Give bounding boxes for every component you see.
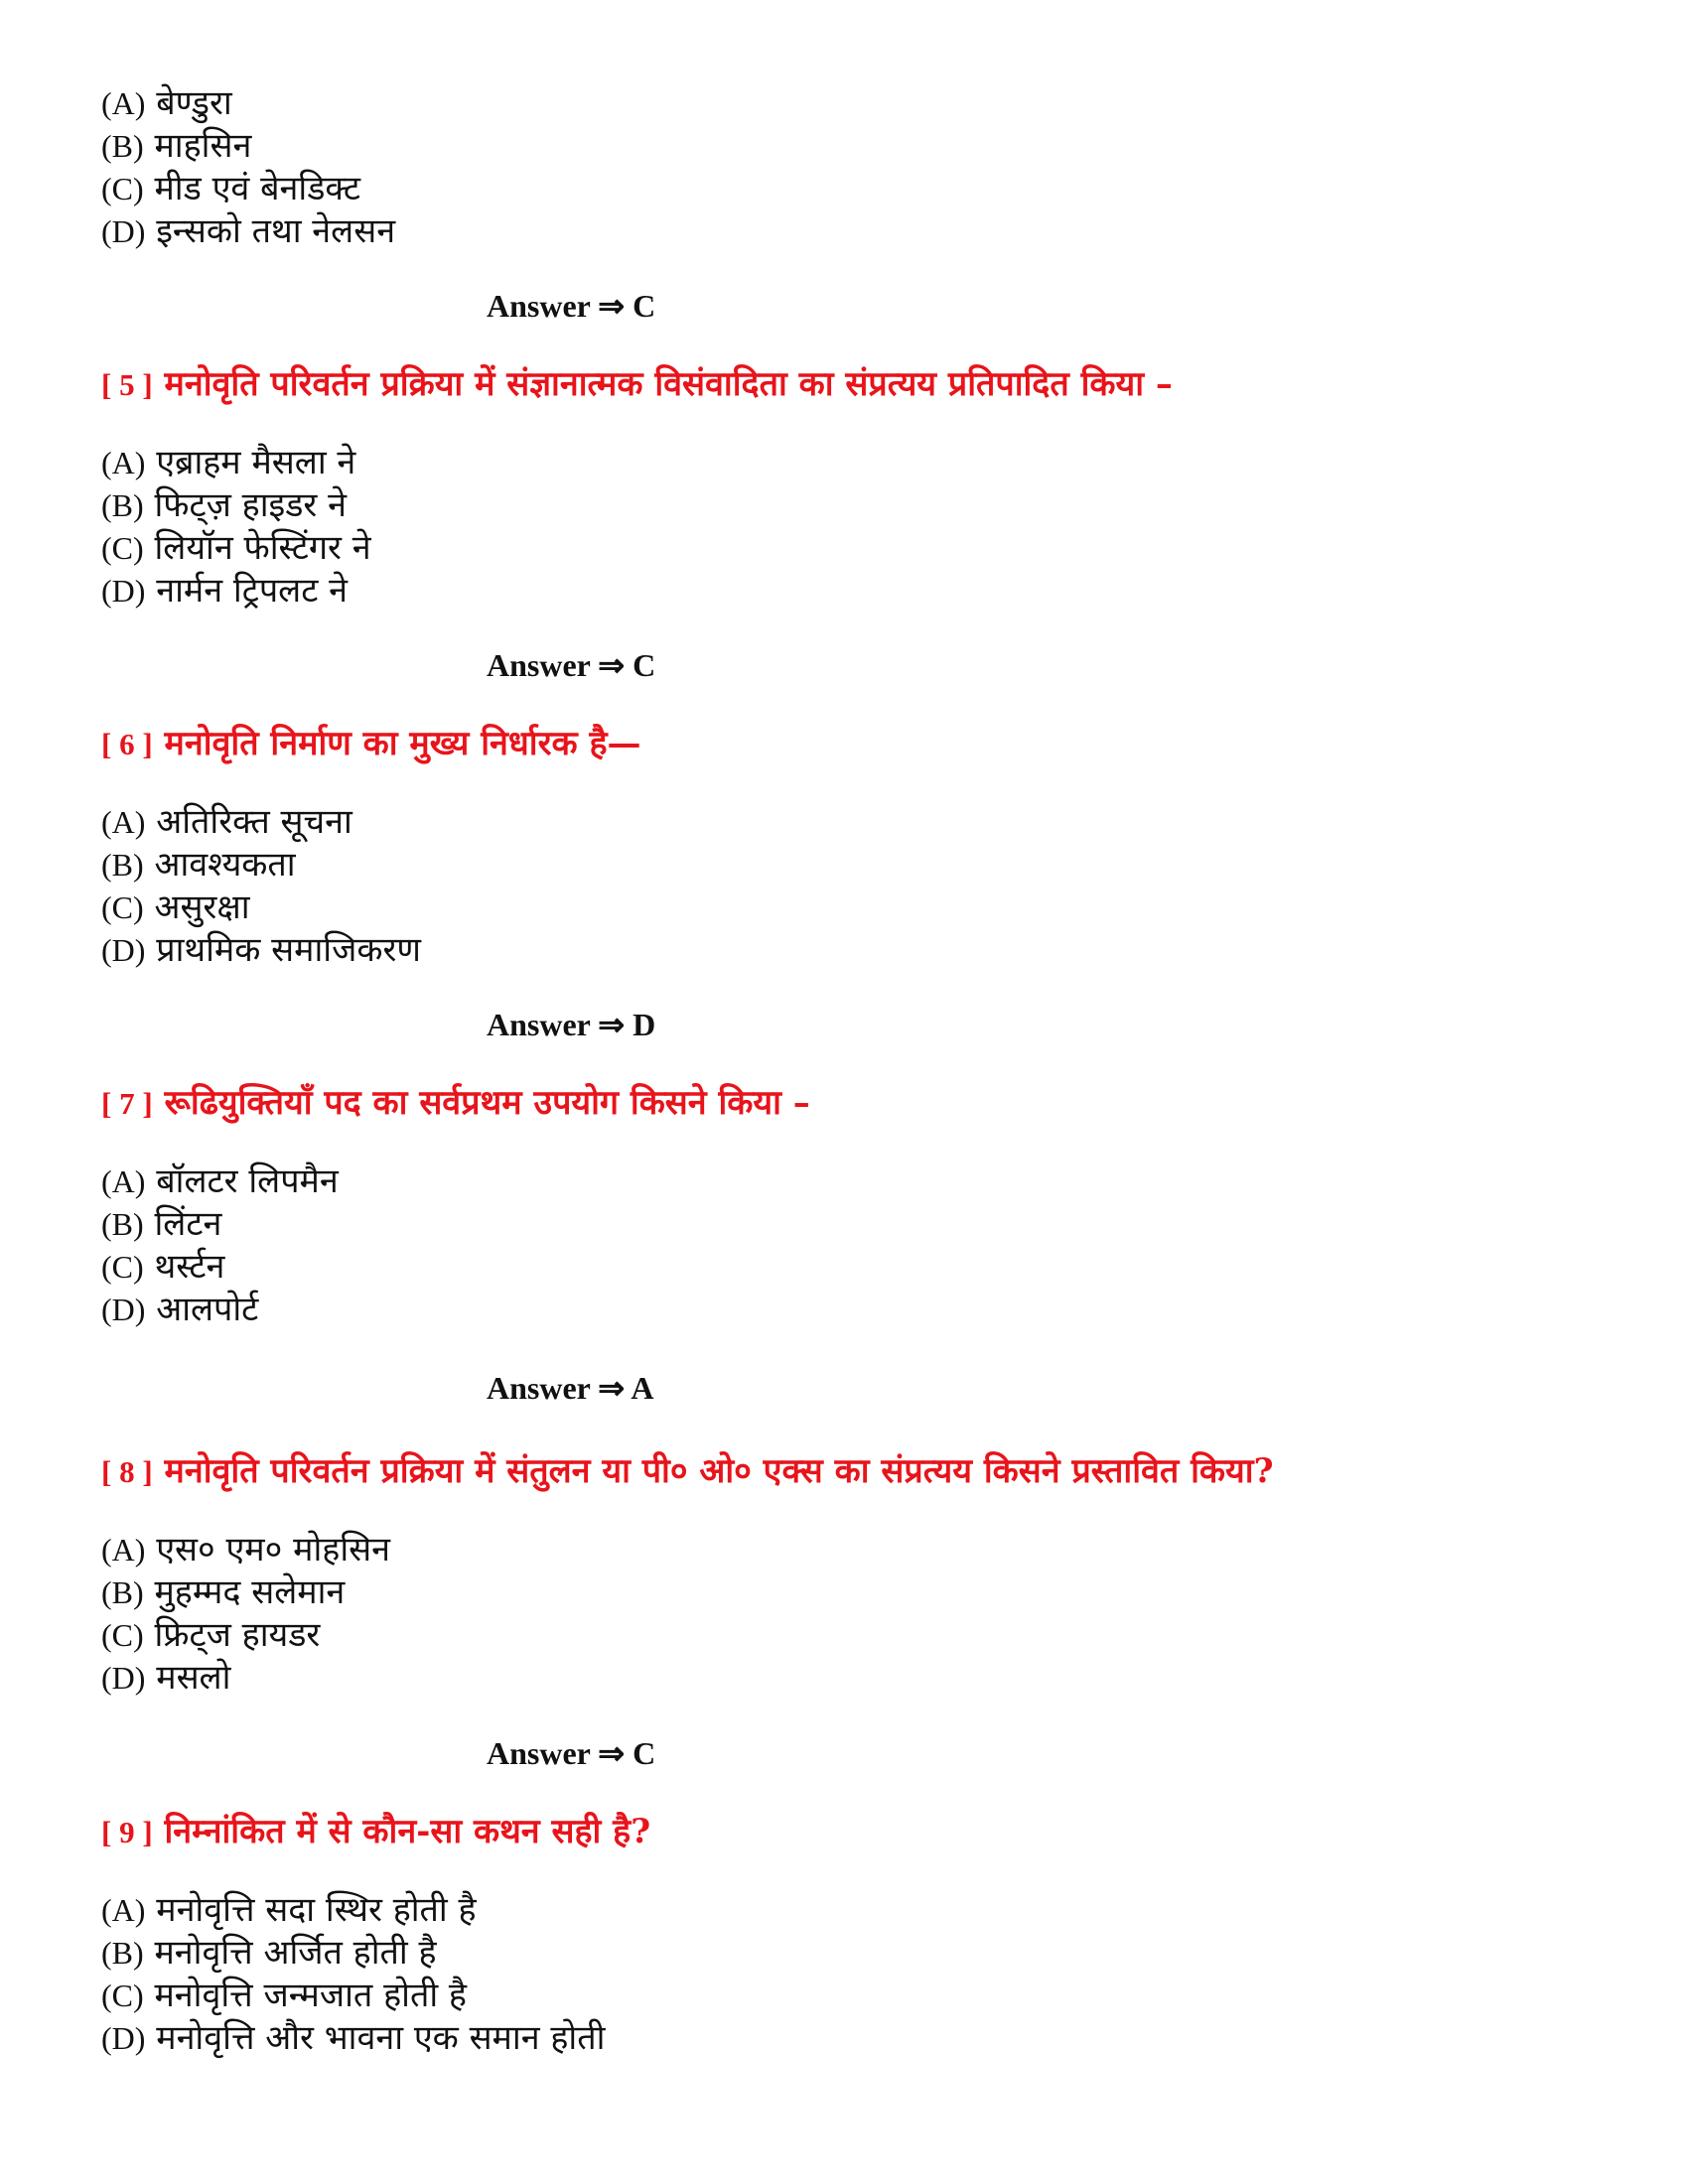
- option-key: (D): [101, 1660, 146, 1696]
- option-d: [101, 209, 395, 253]
- option-text: मीड एवं बेनडिक्ट: [154, 169, 361, 208]
- option-key: (A): [101, 1163, 146, 1199]
- option-text: आलपोर्ट: [156, 1290, 259, 1329]
- option-a: [101, 1528, 390, 1571]
- option-key: (B): [101, 487, 144, 523]
- option-key: (D): [101, 2020, 146, 2056]
- option-text: लिंटन: [154, 1204, 222, 1244]
- question-text: मनोवृति परिवर्तन प्रक्रिया में संज्ञानात्मक विसंवादिता का संप्रत्यय प्रतिपादित किया –: [164, 364, 1173, 404]
- question-heading: [101, 361, 1173, 408]
- option-b: [101, 124, 251, 168]
- option-a: [101, 441, 355, 484]
- option-text: लियॉन फेस्टिंगर ने: [154, 528, 371, 568]
- option-b: [101, 1931, 437, 1975]
- option-key: (D): [101, 213, 146, 249]
- option-key: (A): [101, 85, 146, 121]
- answer-line: Answer ⇒ A: [487, 1370, 654, 1406]
- option-key: (B): [101, 128, 144, 164]
- option-a: [101, 1160, 339, 1203]
- option-key: (D): [101, 1292, 146, 1327]
- question-heading: [101, 721, 641, 767]
- option-d: [101, 928, 421, 972]
- question-heading: [101, 1448, 1274, 1495]
- option-text: प्राथमिक समाजिकरण: [156, 930, 421, 970]
- question-number: [ 7 ]: [101, 1086, 153, 1121]
- question-text: निम्नांकित में से कौन-सा कथन सही है?: [164, 1812, 651, 1851]
- question-heading: [101, 1080, 810, 1127]
- option-key: (B): [101, 1206, 144, 1242]
- option-a: [101, 800, 352, 844]
- option-b: [101, 1202, 221, 1246]
- option-text: बेण्डुरा: [156, 83, 232, 123]
- option-text: माहसिन: [154, 126, 252, 166]
- question-number: [ 6 ]: [101, 727, 153, 761]
- option-key: (C): [101, 1978, 144, 2013]
- option-key: (C): [101, 1249, 144, 1285]
- option-text: मनोवृत्ति जन्मजात होती है: [154, 1976, 467, 2015]
- answer-line: Answer ⇒ D: [487, 1007, 656, 1042]
- option-key: (D): [101, 932, 146, 968]
- option-key: (A): [101, 445, 146, 480]
- option-d: [101, 569, 348, 613]
- option-key: (B): [101, 847, 144, 883]
- option-text: थर्स्टन: [154, 1247, 225, 1287]
- option-text: मनोवृत्ति अर्जित होती है: [154, 1933, 437, 1973]
- option-c: [101, 526, 371, 570]
- option-text: मनोवृत्ति और भावना एक समान होती: [156, 2018, 606, 2058]
- answer-line: Answer ⇒ C: [487, 288, 656, 324]
- option-text: बॉलटर लिपमैन: [156, 1161, 339, 1201]
- option-key: (C): [101, 171, 144, 206]
- option-text: फ्रिट्ज हायडर: [154, 1615, 321, 1655]
- option-text: मसलो: [156, 1658, 231, 1698]
- option-key: (C): [101, 530, 144, 566]
- option-c: [101, 1245, 224, 1289]
- question-number: [ 8 ]: [101, 1454, 153, 1489]
- answer-line: Answer ⇒ C: [487, 647, 656, 683]
- option-text: असुरक्षा: [154, 887, 250, 927]
- option-d: [101, 1288, 258, 1331]
- option-key: (A): [101, 1532, 146, 1568]
- option-c: [101, 1974, 467, 2017]
- option-text: एब्राहम मैसला ने: [156, 443, 356, 482]
- question-number: [ 5 ]: [101, 367, 153, 402]
- option-text: अतिरिक्त सूचना: [156, 802, 352, 842]
- option-text: एस० एम० मोहसिन: [156, 1530, 390, 1570]
- option-c: [101, 1613, 320, 1657]
- option-key: (B): [101, 1574, 144, 1610]
- question-number: [ 9 ]: [101, 1815, 153, 1849]
- option-b: [101, 1570, 345, 1614]
- option-b: [101, 483, 347, 527]
- question-text: मनोवृति निर्माण का मुख्य निर्धारक है—: [164, 724, 641, 763]
- option-c: [101, 886, 250, 929]
- question-text: मनोवृति परिवर्तन प्रक्रिया में संतुलन या पी० ओ० एक्स का संप्रत्यय किसने प्रस्तावित किया?: [164, 1451, 1274, 1491]
- option-key: (B): [101, 1935, 144, 1971]
- option-text: आवश्यकता: [154, 845, 296, 885]
- option-d: [101, 1656, 230, 1700]
- question-text: रूढियुक्तियाँ पद का सर्वप्रथम उपयोग किसने किया –: [164, 1083, 810, 1123]
- option-text: मुहम्मद सलेमान: [154, 1572, 346, 1612]
- question-heading: [101, 1809, 650, 1855]
- option-text: मनोवृत्ति सदा स्थिर होती है: [156, 1890, 477, 1930]
- option-d: [101, 2016, 605, 2060]
- option-text: नार्मन ट्रिपलट ने: [156, 571, 349, 611]
- option-key: (D): [101, 573, 146, 609]
- option-b: [101, 843, 296, 887]
- option-a: [101, 81, 232, 125]
- option-key: (C): [101, 1617, 144, 1653]
- option-key: (C): [101, 889, 144, 925]
- option-text: इन्सको तथा नेलसन: [156, 211, 396, 251]
- option-key: (A): [101, 1892, 146, 1928]
- option-a: [101, 1888, 477, 1932]
- option-c: [101, 167, 360, 210]
- option-text: फिट्ज़ हाइडर ने: [154, 485, 347, 525]
- answer-line: Answer ⇒ C: [487, 1735, 656, 1771]
- option-key: (A): [101, 804, 146, 840]
